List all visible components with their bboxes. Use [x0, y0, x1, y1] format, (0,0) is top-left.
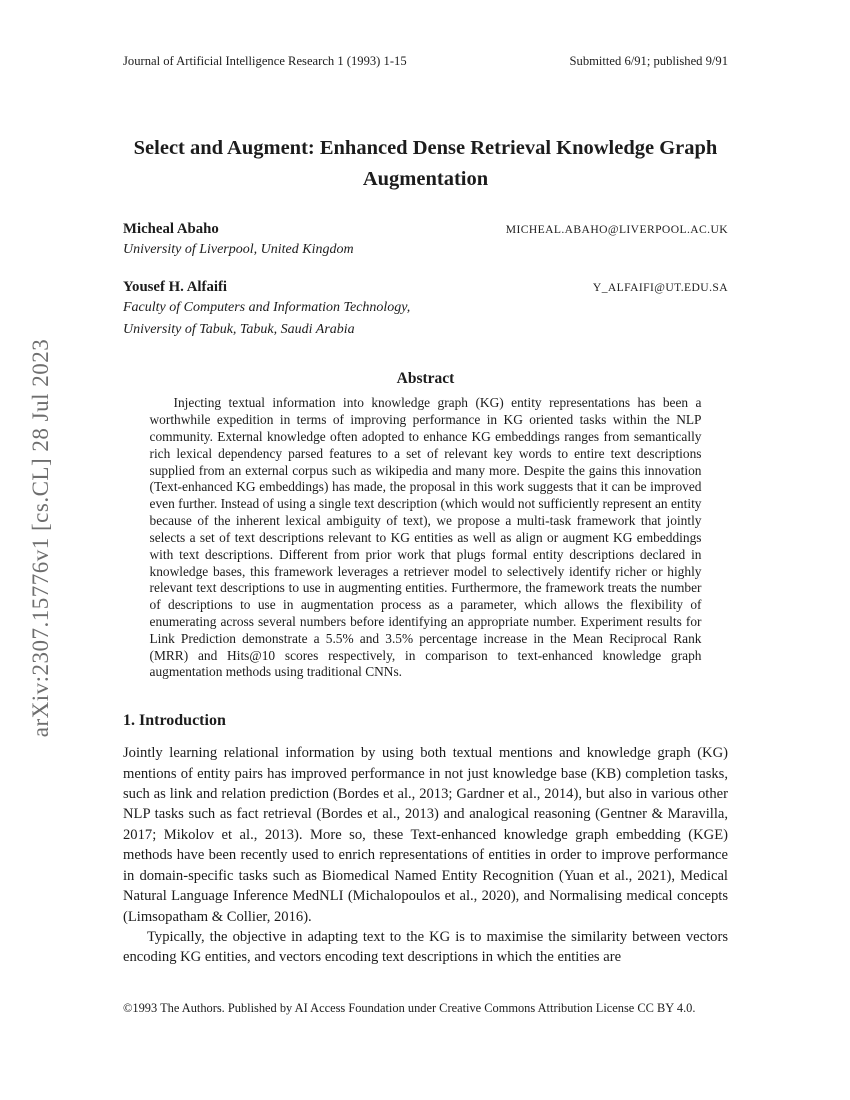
- author-row: [123, 279, 728, 296]
- paper-title: Select and Augment: Enhanced Dense Retrieval Knowledge Graph Augmentation: [133, 137, 718, 190]
- author-row: [123, 221, 728, 238]
- author-name: Micheal Abaho: [123, 220, 219, 237]
- author-block: [123, 221, 728, 260]
- author-affiliation: University of Liverpool, United Kingdom: [123, 241, 354, 257]
- text-column: [123, 0, 728, 968]
- author-email: MICHEAL.ABAHO@LIVERPOOL.AC.UK: [505, 222, 728, 236]
- section-heading-introduction: 1. Introduction: [123, 712, 226, 730]
- abstract-heading: Abstract: [396, 370, 455, 388]
- author-affiliation: Faculty of Computers and Information Technology,: [123, 299, 411, 315]
- abstract-text: Injecting textual information into knowledge graph (KG) entity representations has been a worthwhile expedition in terms of improving performance in KG oriented tasks within the NLP community. External knowledge often adopted to enhance KG embeddings ranges from semantically rich lexical dependency parsed features to a set of relevant key words to entire text descriptions supplied from an external corpus such as wikipedia and many more. Despite the gains this innovation (Text-enhanced KG embeddings) has made, the proposal in this work suggests that it can be improved even further. Instead of using a single text description (which would not sufficiently represent an entity because of the inherent lexical ambiguity of text), we propose a multi-task framework that jointly selects a set of text descriptions relevant to KG entities as well as align or augment KG embeddings with text descriptions. Different from prior work that plugs formal entity descriptions declared in knowledge bases, this framework leverages a retriever model to selectively identify richer or highly relevant text descriptions to use in augmenting entities. Furthermore, the framework treats the number of descriptions to use in augmentation process as a parameter, which allows the flexibility of enumerating across several numbers before identifying an appropriate number. Experiment results for Link Prediction demonstrate a 5.5% and 3.5% percentage increase in the Mean Reciprocal Rank (MRR) and Hits@10 scores respectively, in comparison to text-enhanced knowledge graph augmentation methods using traditional CNNs.: [149, 395, 702, 680]
- author-name: Yousef H. Alfaifi: [123, 278, 227, 295]
- author-email: Y_ALFAIFI@UT.EDU.SA: [592, 280, 728, 294]
- arxiv-watermark: arXiv:2307.15776v1 [cs.CL] 28 Jul 2023: [28, 338, 53, 738]
- journal-header-left: Journal of Artificial Intelligence Research 1 (1993) 1-15: [123, 54, 407, 68]
- copyright-footer: ©1993 The Authors. Published by AI Access Foundation under Creative Commons Attribution License CC BY 4.0.: [123, 1001, 696, 1015]
- author-block: [123, 279, 728, 341]
- journal-header-right: Submitted 6/91; published 9/91: [569, 54, 728, 68]
- author-list: [123, 221, 728, 341]
- paragraph: Typically, the objective in adapting text to the KG is to maximise the similarity between vectors encoding KG entities, and vectors encoding text descriptions in which the entities are: [123, 929, 728, 966]
- journal-header: [123, 54, 728, 69]
- paragraph: Jointly learning relational information by using both textual mentions and knowledge graph (KG) mentions of entity pairs has improved performance in not just knowledge base (KB) completion tasks, such as link and relation prediction (Bordes et al., 2013; Gardner et al., 2014), but also in various other NLP tasks such as fact retrieval (Bordes et al., 2013) and analogical reasoning (Gentner & Maravilla, 2017; Mikolov et al., 2013). More so, these Text-enhanced knowledge graph embedding (KGE) methods have been recently used to enrich representations of entities in order to improve performance in domain-specific tasks such as Biomedical Named Entity Recognition (Yuan et al., 2021), Medical Natural Language Inference MedNLI (Michalopoulos et al., 2020), and Normalising medical concepts (Limsopatham & Collier, 2016).: [123, 745, 728, 925]
- author-affiliation: University of Tabuk, Tabuk, Saudi Arabia: [123, 322, 355, 338]
